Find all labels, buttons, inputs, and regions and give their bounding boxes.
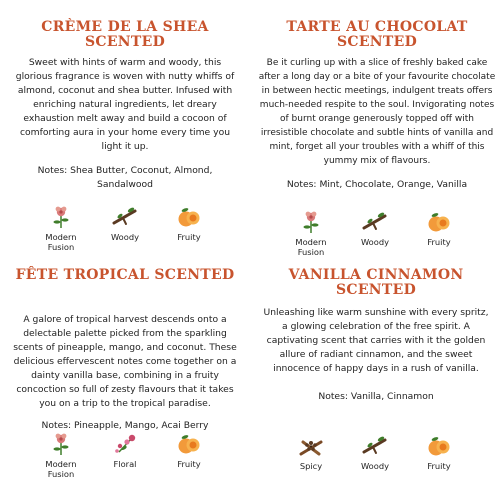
icon-label: Spicy: [299, 461, 323, 471]
product-card-fete-tropical: [0, 262, 250, 500]
icon-label: Modern Fusion: [45, 459, 77, 479]
product-description: Unleashing like warm sunshine with every spritz, a glowing celebration of the free spirit. A captivating scent that carries with it the golden allure of radiant cinnamon, and the sweet innocence of happy days in a rush of vanilla.: [263, 307, 489, 374]
woody-icon: [361, 210, 389, 234]
icon-label: Woody: [110, 232, 140, 242]
modern-fusion-icon: [47, 205, 75, 229]
woody-icon: [361, 434, 389, 458]
scent-family-modern-fusion: [38, 432, 84, 479]
product-description: A galore of tropical harvest descends onto a delectable palette picked from the sparkling scents of pineapple, mango, and coconut. These delicious effervescent notes come together on a dainty vanilla base, combining in a fruity concoction so full of zesty flavours that it takes you on a trip to the tropical paradise.: [13, 314, 237, 409]
scent-notes: Notes: Vanilla, Cinnamon: [318, 391, 434, 402]
scent-family-icons: [0, 432, 250, 479]
icon-label: Fruity: [177, 232, 201, 242]
icon-label: Fruity: [177, 459, 201, 469]
scent-family-modern-fusion: [288, 210, 334, 257]
icon-label: Fruity: [427, 461, 451, 471]
icon-label: Fruity: [427, 237, 451, 247]
icon-label: Woody: [360, 461, 390, 471]
icon-label: Modern Fusion: [45, 232, 77, 252]
scent-notes: Notes: Pineapple, Mango, Acai Berry: [41, 420, 209, 431]
scent-family-floral: [102, 432, 148, 479]
product-card-tarte-au-chocolat: [250, 0, 500, 262]
scent-family-fruity: [166, 432, 212, 479]
fruity-icon: [175, 205, 203, 229]
scent-family-woody: [352, 210, 398, 257]
product-description: Sweet with hints of warm and woody, this glorious fragrance is woven with nutty whiffs of almond, coconut and shea butter. Infused with enriching natural ingredients, let dreary exhaustion melt away and build a cocoon of comforting aura in your home every time you light it up.: [15, 57, 235, 152]
scent-family-icons: [250, 210, 500, 257]
icon-label: Modern Fusion: [295, 237, 327, 257]
product-card-vanilla-cinnamon: [250, 262, 500, 500]
spicy-icon: [297, 434, 325, 458]
scent-family-woody: [352, 434, 398, 471]
fruity-icon: [175, 432, 203, 456]
scent-notes: Notes: Mint, Chocolate, Orange, Vanilla: [286, 179, 468, 190]
scent-family-modern-fusion: [38, 205, 84, 252]
product-title: CRÈME DE LA SHEA SCENTED: [41, 19, 209, 50]
scent-family-icons: [250, 434, 500, 471]
modern-fusion-icon: [47, 432, 75, 456]
floral-icon: [111, 432, 139, 456]
scent-family-spicy: [288, 434, 334, 471]
modern-fusion-icon: [297, 210, 325, 234]
scent-family-fruity: [416, 210, 462, 257]
scent-family-icons: [0, 205, 250, 252]
woody-icon: [111, 205, 139, 229]
scent-notes: Notes: Shea Butter, Coconut, Almond, Sandalwood: [37, 165, 213, 190]
product-title: VANILLA CINNAMON SCENTED: [288, 267, 464, 298]
icon-label: Floral: [113, 459, 137, 469]
product-description: Be it curling up with a slice of freshly baked cake after a long day or a bite of your favourite chocolate in between hectic meetings, indulgent treats offers much-needed respite to the soul. Invigorating notes of burnt orange generously topped off with irresistible chocolate and subtle hints of vanilla and mint, forget all your troubles with a whiff of this yummy mix of flavours.: [258, 58, 496, 166]
scent-family-woody: [102, 205, 148, 252]
scent-family-fruity: [166, 205, 212, 252]
scent-family-fruity: [416, 434, 462, 471]
product-title: TARTE AU CHOCOLAT SCENTED: [286, 19, 468, 50]
icon-label: Woody: [360, 237, 390, 247]
product-card-creme-de-la-shea: [0, 0, 250, 262]
fruity-icon: [425, 434, 453, 458]
product-title: FÊTE TROPICAL SCENTED: [15, 267, 235, 283]
fruity-icon: [425, 210, 453, 234]
